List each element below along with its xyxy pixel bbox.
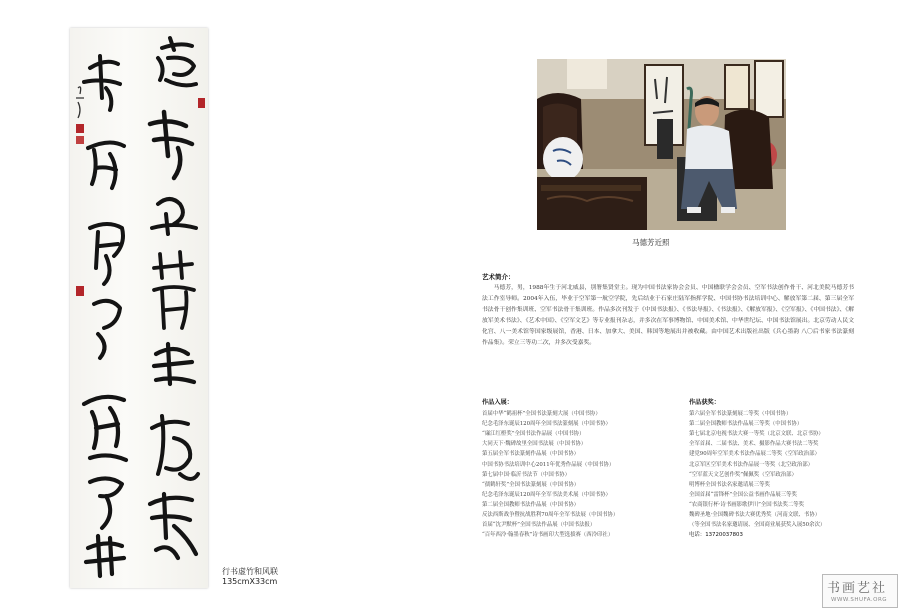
- photo-scene: [537, 59, 786, 230]
- list-item: 首届中华“鹤祖杯”全国书法篆刻大展（中国书协）: [482, 411, 601, 418]
- list-item: “空军蓝天文艺创作奖”佩佩奖（空军政治部）: [689, 471, 797, 478]
- phone-label: 电话：: [689, 532, 706, 539]
- list-item: 反法西斯战争暨抗战胜利70周年全军书法展（中国书协）: [482, 512, 619, 519]
- bio-text: 马德芳，男，1988年生于河北威县，别署集贤堂主。现为中国书法家协会会员、中国楹联学会会员、空军书法创作骨干、河北美院马德芳书法工作室导师。2004年入伍，毕业于空军第一航空学院，先后结业于石家庄陆军指挥学院、中国书协书法培训中心、解放军第二届、第三届全军书法骨干创作集训班、空军书法骨干集训班。作品多次刊发于《中国书法报》、《书法导报》、《书法报》、《解放军报》、《空军报》、《中国书法》、《解放军美术书法》、《艺术中国》、《空军文艺》等专业报刊杂志，并多次在军事博物馆、中国美术馆、中华世纪坛、中国书法馆展出。北京劳动人民文化宫、八一美术馆等国家级展馆，香港、日本、加拿大、美国、韩国等地展出并被收藏。由中国艺术出版社出版《兵心墨韵 八〇后书家书法篆刻作品集》。荣立三等功二次，并多次受嘉奖。: [482, 285, 854, 346]
- list-item: 纪念毛泽东诞辰120周年全军书法美术展（中国书协）: [482, 491, 611, 498]
- list-item: “百年西泠·翰墨春秋”诗书画印大型选拔赛（西泠印社）: [482, 532, 614, 539]
- exhibitions-title: 作品入展：: [482, 399, 513, 406]
- artist-bio: [482, 272, 854, 349]
- list-item: 第二届全国教师书法作品展（中国书协）: [482, 501, 580, 508]
- list-item: 第六届全军书法篆刻展二等奖（中国书协）: [689, 411, 792, 418]
- list-item: 魏碑圣地·全国魏碑书法大赛优秀奖（河南文联、书协）: [689, 512, 821, 519]
- artist-photo: [537, 59, 786, 230]
- list-item: 中国书协书法培训中心2011年优秀作品展（中国书协）: [482, 461, 615, 468]
- artwork-title: 行书虚竹和风联: [222, 567, 278, 576]
- calligraphy-scroll: [70, 28, 208, 588]
- list-item: “农商银行杯·诗书画影歌伊川”全国书法奖二等奖: [689, 501, 805, 508]
- list-item: 大同天下·魏碑故里全国书法展（中国书协）: [482, 441, 587, 448]
- bio-title: 艺术简介：: [482, 273, 515, 281]
- phone-number: 13720037803: [705, 532, 743, 539]
- awards-title: 作品获奖：: [689, 399, 720, 406]
- list-item: 全国首届“雷锋杯”全国公益书画作品展三等奖: [689, 491, 797, 498]
- list-item: “孺鹤轩奖”全国书法篆刻展（中国书协）: [482, 481, 580, 488]
- photo-caption: 马德芳近照: [632, 238, 670, 247]
- list-item: 全军首届、二届书法、美术、摄影作品大赛书法二等奖: [689, 441, 819, 448]
- site-watermark: [822, 574, 898, 608]
- list-item: （等全国书法名家邀请展、全国商业展获奖入展50余次）: [689, 522, 826, 529]
- watermark-logo-text: 书画艺社: [827, 581, 888, 596]
- list-item: 建党90周年空军美术书法作品展二等奖（空军政治部）: [689, 451, 820, 458]
- list-item: 纪念毛泽东诞辰120周年全国书法篆刻展（中国书协）: [482, 421, 611, 428]
- artwork-size: 135cmX33cm: [222, 577, 278, 586]
- calligraphy-strokes: [70, 28, 208, 588]
- artwork-caption: [222, 567, 278, 587]
- list-item: 首届“沈尹默杯”全国书法作品展（中国书法报）: [482, 522, 596, 529]
- list-item: 第七届中国·临沂书法节（中国书协）: [482, 471, 570, 478]
- list-item: “廉江红橙奖”全国书法作品展（中国书协）: [482, 431, 585, 438]
- list-item: 第二届全国教师书法作品展三等奖（中国书协）: [689, 421, 803, 428]
- awards-list: [689, 398, 825, 540]
- list-item: 第七届北京电视书法大赛一等奖（北京文联、北京书协）: [689, 431, 824, 438]
- watermark-url: WWW.SHUFA.ORG: [831, 597, 888, 603]
- phone-line: [689, 530, 825, 540]
- list-item: 北京军区空军美术书法作品展一等奖（北空政治部）: [689, 461, 813, 468]
- list-item: 第五届全军书法篆刻作品展（中国书协）: [482, 451, 580, 458]
- exhibitions-list: [482, 398, 618, 540]
- list-item: 明博杯全国书法名家邀请展三等奖: [689, 481, 770, 488]
